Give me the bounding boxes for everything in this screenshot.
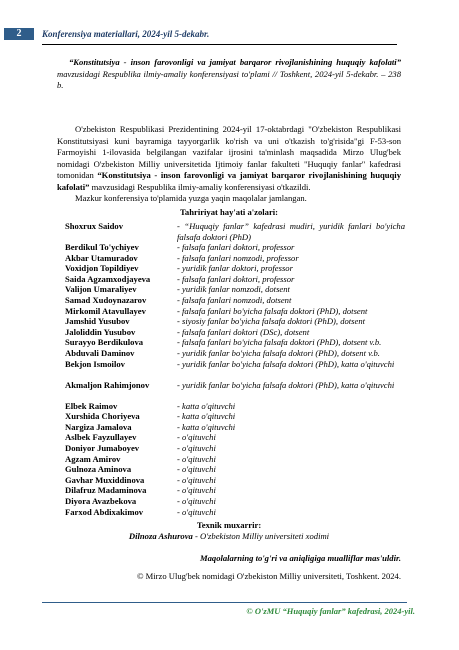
member-role: - katta o'qituvchi (177, 411, 236, 422)
tech-name: Dilnoza Ashurova (128, 531, 193, 541)
member-role: - yuridik fanlar bo'yicha falsafa doktori (PhD), katta o'qituvchi (177, 379, 395, 390)
member-role: - o'qituvchi (177, 464, 216, 475)
member-name: Gulnoza Aminova (65, 464, 132, 475)
intro-paragraph (57, 124, 401, 193)
member-role: - katta o'qituvchi (177, 400, 236, 411)
member-name: Valijon Umaraliyev (65, 284, 137, 295)
footer-text: © O'zMU “Huquqiy fanlar” kafedrasi, 2024-yil. (246, 606, 415, 616)
member-role: - o'qituvchi (177, 485, 216, 496)
member-name: Xurshida Choriyeva (65, 411, 140, 422)
tech-role: - O'zbekiston Milliy universiteti xodimi (192, 531, 330, 541)
member-role: - yuridik fanlar doktori, professor (177, 263, 293, 274)
member-name: Shoxrux Saidov (65, 221, 124, 231)
page-number: 2 (4, 28, 34, 40)
member-name: Jamshid Yusubov (65, 316, 130, 327)
member-role: - o'qituvchi (177, 474, 216, 485)
member-role: - yuridik fanlar bo'yicha falsafa doktori (PhD), dotsent v.b. (177, 348, 380, 358)
member-role: - “Huquqiy fanlar” kafedrasi mudiri, yuridik fanlari bo'yicha falsafa doktori (PhD) (177, 221, 405, 242)
member-name: Elbek Raimov (65, 400, 118, 411)
member-role: - siyosiy fanlar bo'yicha falsafa doktori (PhD), dotsent (177, 316, 366, 327)
member-role: - falsafa fanlari bo'yicha falsafa doktori (PhD), dotsent (177, 305, 368, 316)
member-name: Jaloliddin Yusubov (65, 326, 136, 337)
member-role: - falsafa fanlari doktori, professor (177, 273, 295, 284)
member-role: - o'qituvchi (177, 443, 216, 453)
member-role: - falsafa fanlari nomzodi, professor (177, 252, 299, 263)
member-name: Voxidjon Topildiyev (65, 263, 139, 274)
member-name: Saida Agzamxodjayeva (65, 273, 151, 284)
member-name: Agzam Amirov (65, 453, 121, 464)
member-name: Akbar Utamuradov (65, 252, 138, 263)
member-name: Doniyor Jumaboyev (65, 443, 140, 453)
member-name: Gavhar Muxiddinova (65, 474, 145, 485)
copyright: © Mirzo Ulug'bek nomidagi O'zbekiston Milliy universiteti, Toshkent. 2024. (136, 571, 401, 581)
citation-rest: mavzusidagi Respublika ilmiy-amaliy konferensiyasi to'plami // Toshkent, 2024-yil 5-dekabr. – 238 b. (57, 68, 401, 90)
member-role: - katta o'qituvchi (177, 421, 236, 432)
header-rule (42, 44, 397, 45)
tech-title: Texnik muxarrir: (196, 520, 262, 530)
member-role: - falsafa fanlari nomzodi, dotsent (177, 295, 292, 305)
member-role: - falsafa fanlari bo'yicha falsafa doktori (PhD), dotsent v.b. (177, 337, 382, 348)
member-name: Surayyo Berdikulova (65, 337, 144, 348)
member-name: Berdikul To'ychiyev (65, 242, 139, 252)
member-role: - o'qituvchi (177, 432, 216, 443)
footer-rule (42, 602, 407, 603)
intro-second-line: Mazkur konferensiya to'plamida yuzga yaqin maqolalar jamlangan. (75, 193, 307, 203)
member-role: - o'qituvchi (177, 496, 216, 506)
intro-text-2: mavzusidagi Respublika ilmiy-amaliy konferensiyasi o'tkazildi. (89, 181, 311, 192)
member-name: Nargiza Jamalova (65, 421, 132, 432)
tech-editor (57, 531, 401, 543)
running-header: Konferensiya materiallari, 2024-yil 5-dekabr. (42, 29, 210, 39)
member-name: Dilafruz Madaminova (65, 485, 147, 496)
member-name: Abduvali Daminov (65, 348, 135, 358)
member-name: Diyora Avazbekova (65, 496, 137, 506)
member-name: Bekjon Ismoilov (65, 358, 125, 369)
intro-text-1: O'zbekiston Respublikasi Prezidentining 2024-yil 17-oktabrdagi "O'zbekiston Respublikasi Konstitutsiyasi kuni bayramiga tayyorgarlik ko'rish va uni o'tkazish to'g'risida"gi F-53-son Farmoyishi 1-ilovasida belgilangan vazifalar ijrosini ta'minlash maqsadida Mirzo Ulug'bek nomidagi O'zbekiston Milliy universitetida Ijtimoiy fanlar fakulteti "Huquqiy fanlar" kafedrasi tomonidan (57, 124, 401, 180)
board-title: Tahririyat hay'ati a'zolari: (179, 207, 279, 217)
member-name: Akmaljon Rahimjonov (65, 379, 150, 390)
member-name: Farxod Abdixakimov (65, 506, 144, 517)
disclaimer: Maqolalarning to'g'ri va aniqligiga mualliflar mas'uldir. (199, 553, 401, 563)
member-role: - yuridik fanlar bo'yicha falsafa doktori (PhD), katta o'qituvchi (177, 358, 395, 369)
citation-title: “Konstitutsiya - inson farovonligi va jamiyat barqaror rivojlanishining huquqiy kafolati” (69, 57, 401, 67)
member-role: - falsafa fanlari doktori, professor (177, 242, 295, 252)
member-name: Mirkomil Atavullayev (65, 305, 146, 316)
member-role: - yuridik fanlar nomzodi, dotsent (177, 284, 290, 295)
member-name: Samad Xudoynazarov (65, 295, 147, 305)
citation (57, 57, 401, 92)
member-role: - o'qituvchi (177, 453, 216, 464)
member-role: - falsafa fanlari doktori (DSc), dotsent (177, 326, 310, 337)
member-role: - o'qituvchi (177, 506, 216, 517)
intro-bold: “Konstitutsiya - inson farovonligi va jamiyat barqaror rivojlanishining huquqiy kafolati” (57, 170, 401, 192)
member-name: Aslbek Fayzullayev (65, 432, 137, 443)
